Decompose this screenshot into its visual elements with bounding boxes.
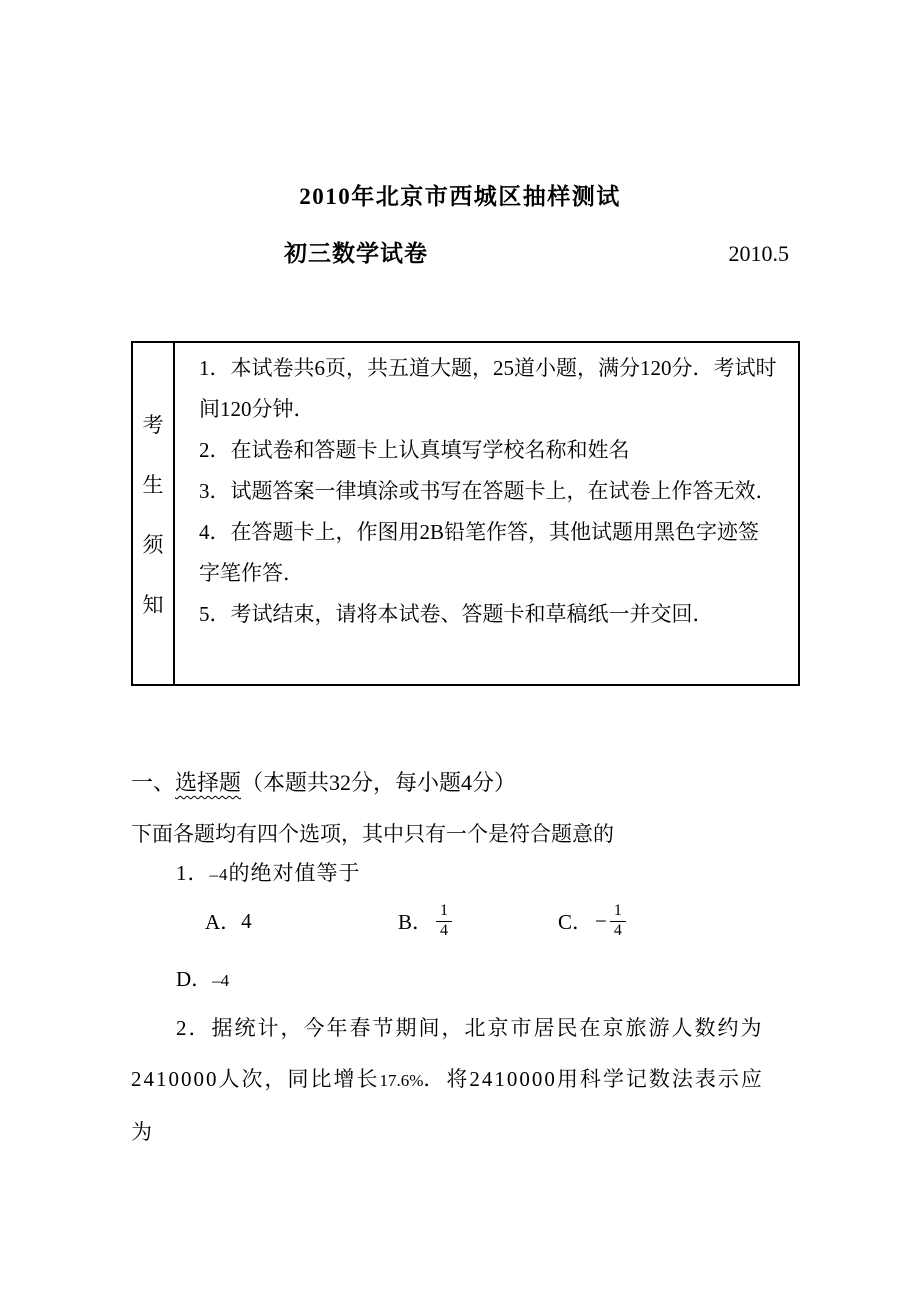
section-number: 一、 (131, 770, 176, 795)
option-c (558, 893, 626, 949)
question-2-number: 2． (176, 1016, 212, 1040)
section-intro: 下面各题均有四个选项，其中只有一个是符合题意的 (131, 822, 614, 846)
fraction-denominator: 4 (613, 921, 622, 939)
notice-side-char: 考 (142, 412, 164, 437)
fraction-numerator: 1 (610, 902, 626, 921)
subtitle-row (284, 235, 789, 268)
question-2-text: 据统计，今年春节期间，北京市居民在京旅游人数约为 (211, 1016, 764, 1040)
notice-side-char: 知 (142, 592, 164, 617)
question-1-text: 的绝对值等于 (228, 861, 361, 885)
option-a-value: 4 (241, 908, 252, 933)
question-1-math-value: –4 (209, 865, 229, 884)
notice-side-char: 生 (142, 472, 164, 497)
question-2-line-2 (131, 1063, 764, 1093)
question-2-line-1 (176, 1012, 764, 1042)
exam-title: 2010年北京市西城区抽样测试 (299, 184, 621, 209)
section-one-heading (131, 766, 516, 797)
option-d-value: –4 (212, 971, 230, 990)
notice-items (175, 343, 798, 684)
notice-item: 4．在答题卡上，作图用2B铅笔作答，其他试题用黑色字迹签字笔作答． (199, 520, 760, 585)
question-2-line-2-pre: 2410000人次，同比增长 (131, 1067, 380, 1091)
notice-item: 3．试题答案一律填涂或书写在答题卡上，在试卷上作答无效． (199, 479, 777, 503)
notice-side-label (133, 343, 175, 684)
option-c-fraction (610, 902, 626, 940)
question-2-line-2-post: ．将2410000用科学记数法表示应 (423, 1067, 764, 1091)
exam-date: 2010.5 (728, 241, 789, 266)
notice-item: 1．本试卷共6页，共五道大题，25道小题，满分120分．考试时间120分钟． (199, 356, 777, 421)
option-d (176, 963, 229, 993)
option-d-label: D． (176, 967, 213, 991)
question-1-options-row (0, 893, 920, 949)
option-c-label: C． (558, 910, 594, 934)
notice-item: 2．在试卷和答题卡上认真填写学校名称和姓名 (199, 438, 630, 462)
fraction-numerator: 1 (436, 902, 452, 921)
option-c-minus-sign: − (595, 908, 607, 933)
option-a (205, 893, 252, 949)
option-a-label: A． (205, 910, 242, 934)
notice-side-char: 须 (142, 532, 164, 557)
question-2-line-3: 为 (131, 1120, 154, 1144)
notice-item: 5．考试结束，请将本试卷、答题卡和草稿纸一并交回． (199, 602, 714, 626)
paper-name: 初三数学试卷 (284, 241, 428, 266)
question-1-number: 1． (176, 861, 210, 885)
option-b-fraction (436, 902, 452, 940)
notice-box (131, 341, 800, 686)
option-b-label: B． (398, 910, 434, 934)
fraction-denominator: 4 (440, 921, 449, 939)
question-2-percentage: 17.6% (379, 1071, 424, 1090)
section-score-note: （本题共32分，每小题4分） (241, 770, 517, 795)
section-title: 选择题 (175, 770, 242, 795)
question-1-stem (176, 857, 361, 887)
option-b (398, 893, 452, 949)
